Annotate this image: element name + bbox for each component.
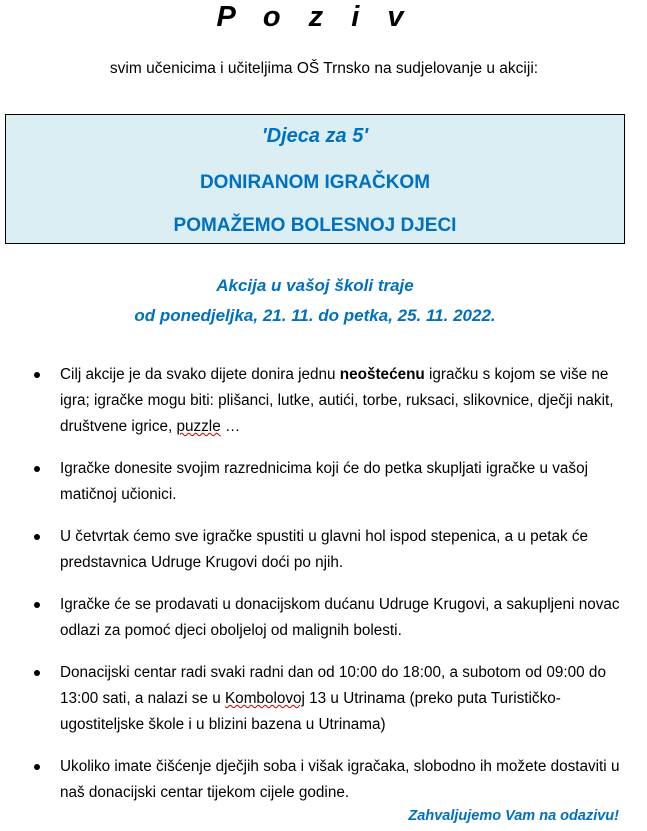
list-item	[0, 524, 647, 576]
bullet-icon	[34, 670, 40, 676]
list-item-text: U četvrtak ćemo sve igračke spustiti u glavni hol ispod stepenica, a u petak će predstavnica Udruge Krugovi doći po njih.	[60, 528, 589, 571]
list-item-text: igračku s kojom se više ne igra; igračke mogu biti: plišanci, lutke, autići, torbe, ruksaci, slikovnice, dječji nakit, društvene igrice,	[60, 366, 614, 435]
list-item-text: Cilj akcije je da svako dijete donira jednu	[60, 366, 340, 383]
list-item	[0, 754, 647, 806]
document-title: P o z i v	[216, 1, 414, 33]
list-item-text: Donacijski centar radi svaki radni dan od 10:00 do 18:00, a subotom od 09:00 do 13:00 sati, a nalazi se u	[60, 664, 606, 707]
list-item-text: Igračke će se prodavati u donacijskom dućanu Udruge Krugovi, a sakupljeni novac odlazi za pomoć djeci oboljeloj od malignih bolesti.	[60, 596, 620, 639]
spellcheck-word: Kombolovoj	[224, 690, 305, 707]
thanks-text: Zahvaljujemo Vam na odazivu!	[408, 808, 619, 824]
list-item-bold-text: neoštećenu	[339, 366, 425, 383]
campaign-box	[5, 114, 625, 244]
list-item-text: Igračke donesite svojim razrednicima koji će do petka skupljati igračke u vašoj matičnoj učionici.	[60, 460, 588, 503]
bullet-icon	[34, 372, 40, 378]
list-item	[0, 592, 647, 644]
bullet-icon	[34, 466, 40, 472]
period-line2: od ponedjeljka, 21. 11. do petka, 25. 11. 2022.	[134, 306, 496, 325]
intro-text: svim učenicima i učiteljima OŠ Trnsko na sudjelovanje u akciji:	[109, 60, 539, 77]
spellcheck-word: puzzle	[176, 418, 221, 435]
period-line1: Akcija u vašoj školi traje	[216, 276, 414, 295]
list-item	[0, 660, 647, 738]
bullet-icon	[34, 602, 40, 608]
campaign-heading-line1: DONIRANOM IGRAČKOM	[199, 172, 431, 193]
bullet-icon	[34, 534, 40, 540]
campaign-subtitle: 'Djeca za 5'	[261, 125, 369, 147]
bullet-icon	[34, 764, 40, 770]
list-item-text: Ukoliko imate čišćenje dječjih soba i višak igračaka, slobodno ih možete dostaviti u naš donacijski centar tijekom cijele godine.	[60, 758, 620, 801]
list-item	[0, 362, 647, 440]
list-item-text: 13 u Utrinama (preko puta Turističko-ugostiteljske škole i u blizini bazena u Utrinama)	[60, 690, 561, 733]
campaign-heading-line2: POMAŽEMO BOLESNOJ DJECI	[173, 215, 457, 236]
list-item-text: …	[220, 418, 241, 435]
info-list	[0, 362, 647, 822]
list-item	[0, 456, 647, 508]
